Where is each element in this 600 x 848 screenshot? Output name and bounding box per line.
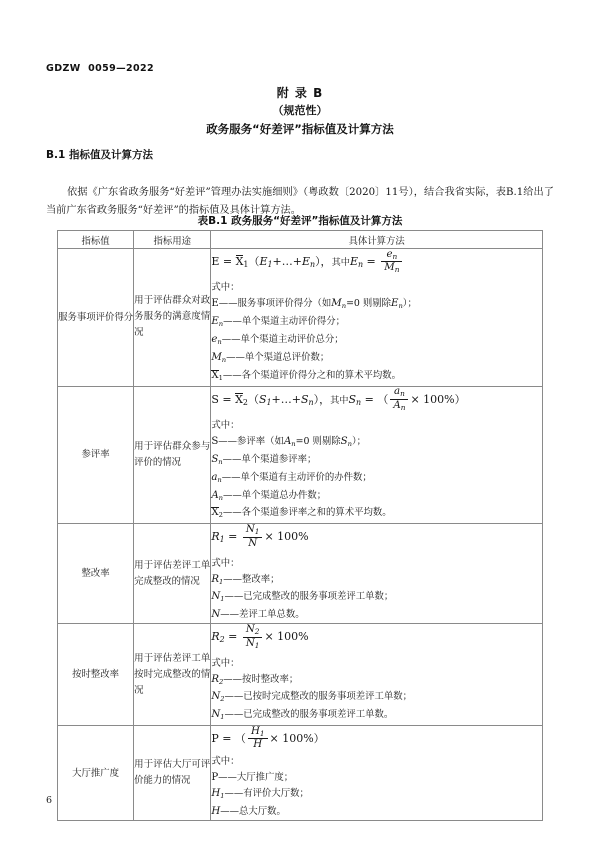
indicator-method (211, 524, 543, 624)
definition-item: $R_2——$按时整改率； (211, 673, 299, 686)
definition-item: P——大厅推广度； (211, 772, 294, 784)
table-row (58, 249, 543, 387)
indicator-name: 大厅推广度 (58, 726, 134, 821)
annex-title: 附 录 B (276, 86, 324, 100)
definition-item: $N_1——$已完成整改的服务事项差评工单数； (211, 591, 394, 604)
table-row (58, 726, 543, 821)
column-header-indicator: 指标值 (58, 231, 134, 249)
table-row (58, 524, 543, 624)
formula-where-label: 式中： (211, 657, 240, 669)
indicator-name: 参评率 (58, 386, 134, 524)
definition-item: $S_n——$单个渠道参评率； (211, 453, 317, 466)
definition-item: E——服务事项评价得分（如$M_n=0$ 则剔除$E_n$）； (211, 298, 417, 311)
formula-where-label: 式中： (211, 282, 240, 294)
clause-heading: B.1 指标值及计算方法 (46, 149, 153, 161)
formula-expression: P = （ $\frac{H_1}{H}$ × 100%） (211, 725, 325, 751)
indicator-usage: 用于评估大厅可评价能力的情况 (134, 726, 211, 821)
formula-definitions (211, 296, 542, 385)
annex-nature: （规范性） (272, 104, 328, 117)
formula-where-label: 式中： (211, 557, 240, 569)
table-row (58, 386, 543, 524)
definition-item: $E_n——$单个渠道主动评价得分； (211, 316, 345, 328)
definition-item: S——参评率（如$A_n=0$ 则剔除$S_n$）； (211, 435, 366, 448)
indicator-usage: 用于评估差评工单完成整改的情况 (134, 524, 211, 624)
indicator-method (211, 726, 543, 821)
definition-item: $N_2——$已按时完成整改的服务事项差评工单数； (211, 691, 413, 704)
formula-expression: $E = X_1(E_1+\dots+E_n)$，其中$E_n$ = $\frac{e_n}{M_n}$ (211, 249, 542, 278)
definition-item: $X_2——$各个渠道参评率之和的算术平均数。 (211, 507, 392, 520)
formula-where-label: 式中： (211, 756, 240, 768)
definition-item: N——差评工单总数。 (211, 609, 305, 621)
indicator-method (211, 249, 543, 387)
standard-number: GDZW 0059—2022 (46, 63, 155, 74)
definition-item: $a_n——$单个渠道有主动评价的办件数； (211, 471, 372, 484)
table-caption: 表B.1 政务服务“好差评”指标值及计算方法 (197, 215, 403, 227)
definition-item: H——总大厅数。 (211, 806, 286, 818)
indicator-method (211, 624, 543, 726)
indicator-method (211, 386, 543, 524)
indicator-usage: 用于评估群众参与评价的情况 (134, 386, 211, 524)
formula-where-label: 式中： (211, 419, 240, 431)
annex-heading-block (0, 84, 600, 139)
indicator-table-wrapper (57, 230, 543, 821)
definition-item: $A_n——$单个渠道总办件数； (211, 489, 327, 502)
indicator-table (57, 230, 543, 821)
formula-expression: $R_1$ = $\frac{N_1}{N}$ × 100% (211, 523, 309, 549)
clause-paragraph: 依据《广东省政务服务“好差评”管理办法实施细则》（粤政数〔2020〕11号），结合我省实际，表B.1给出了当前广东省政务服务“好差评”的指标值及具体计算方法。 (46, 187, 554, 216)
indicator-usage: 用于评估群众对政务服务的满意度情况 (134, 249, 211, 387)
annex-name: 政务服务“好差评”指标值及计算方法 (206, 122, 394, 136)
definition-item: $H_1——$有评价大厅数； (211, 788, 309, 801)
definition-item: $X_1——$各个渠道评价得分之和的算术平均数。 (211, 369, 402, 382)
formula-expression: $R_2$ = $\frac{N_2}{N_1}$ × 100% (211, 623, 309, 650)
indicator-name: 整改率 (58, 524, 134, 624)
table-row (58, 624, 543, 726)
formula-expression: $S = X_2(S_1+\dots+S_n)$，其中$S_n$ = （ $\frac{a_n}{A_n}$ × 100%） (211, 386, 466, 412)
table-header-row (58, 231, 543, 249)
definition-item: $N_1——$已完成整改的服务事项差评工单数。 (211, 709, 394, 722)
indicator-name: 按时整改率 (58, 624, 134, 726)
definition-item: $R_1——$整改率； (211, 573, 280, 586)
page-number: 6 (46, 795, 53, 806)
formula-definitions (211, 672, 542, 726)
formula-definitions (211, 434, 542, 523)
column-header-usage: 指标用途 (134, 231, 211, 249)
definition-item: $e_n——$单个渠道主动评价总分； (211, 333, 344, 346)
indicator-name: 服务事项评价得分 (58, 249, 134, 387)
definition-item: $M_n——$单个渠道总评价数； (211, 351, 330, 364)
indicator-usage: 用于评估差评工单按时完成整改的情况 (134, 624, 211, 726)
formula-definitions (211, 770, 542, 820)
formula-definitions (211, 572, 542, 624)
column-header-method: 具体计算方法 (211, 231, 543, 249)
